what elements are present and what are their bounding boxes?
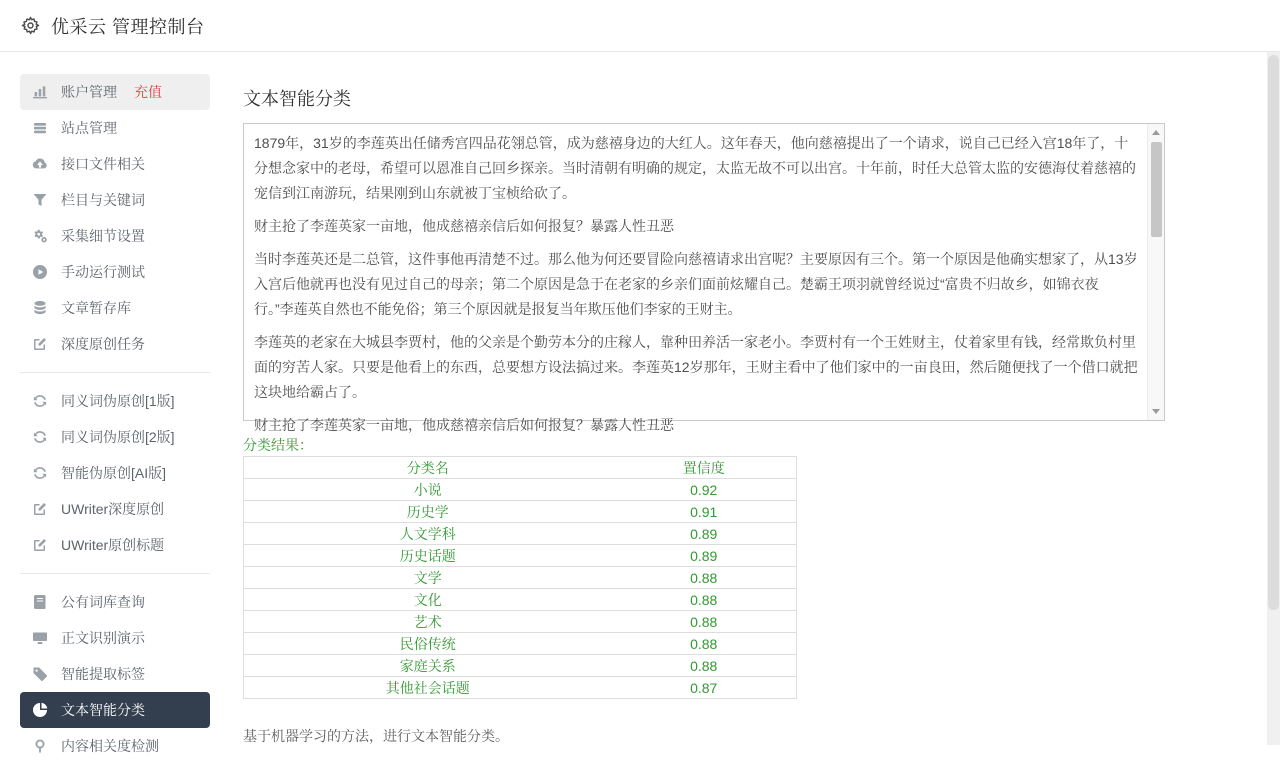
search-icon: [32, 738, 48, 754]
category-cell: 历史学: [244, 501, 612, 523]
sidebar-item-smart-tag-extract[interactable]: [20, 656, 210, 692]
refresh-icon: [32, 465, 48, 481]
recharge-badge[interactable]: 充值: [134, 84, 162, 100]
sidebar-item-article-staging[interactable]: [20, 290, 210, 326]
sidebar-item-label: 深度原创任务: [61, 336, 145, 352]
refresh-icon: [32, 429, 48, 445]
sidebar-item-interface-files[interactable]: [20, 146, 210, 182]
sidebar-item-label: 智能伪原创[AI版]: [61, 465, 167, 481]
column-header: 分类名: [244, 457, 612, 479]
sidebar-item-text-classification[interactable]: [20, 692, 210, 728]
sidebar-divider: [20, 372, 210, 373]
sidebar-item-deep-original-task[interactable]: [20, 326, 210, 362]
pie-chart-icon: [32, 702, 48, 718]
sidebar-item-label: 公有词库查询: [61, 594, 145, 610]
sidebar-item-label: UWriter深度原创: [61, 501, 165, 517]
refresh-icon: [32, 393, 48, 409]
sidebar-item-label: 接口文件相关: [61, 156, 145, 172]
sidebar-item-collection-settings[interactable]: [20, 218, 210, 254]
sidebar-item-account-management[interactable]: [20, 74, 210, 110]
scrollbar-up-arrow[interactable]: [1148, 124, 1164, 141]
gears-icon: [32, 228, 48, 244]
table-row: [244, 677, 797, 699]
textarea-scrollbar[interactable]: [1147, 124, 1164, 420]
sidebar-item-content-relevance-check[interactable]: [20, 728, 210, 764]
table-row: [244, 567, 797, 589]
app-header: [0, 0, 1280, 52]
table-row: [244, 545, 797, 567]
table-row: [244, 633, 797, 655]
category-cell: 文学: [244, 567, 612, 589]
tag-icon: [32, 666, 48, 682]
sidebar-item-site-management[interactable]: [20, 110, 210, 146]
category-cell: 民俗传统: [244, 633, 612, 655]
category-cell: 其他社会话题: [244, 677, 612, 699]
confidence-cell: 0.91: [611, 501, 796, 523]
sidebar-item-label: UWriter原创标题: [61, 537, 165, 553]
category-cell: 艺术: [244, 611, 612, 633]
edit-icon: [32, 537, 48, 553]
sidebar-item-synonym-rewrite-v1[interactable]: [20, 383, 210, 419]
column-header: 置信度: [611, 457, 796, 479]
edit-icon: [32, 501, 48, 517]
sidebar-item-label: 文章暂存库: [61, 300, 131, 316]
document-paragraph: 1879年，31岁的李莲英出任储秀宫四品花翎总管，成为慈禧身边的大红人。这年春天，他向慈禧提出了一个请求，说自己已经入宫18年了，十分想念家中的老母，希望可以恩准自己回乡探亲。当时清朝有明确的规定，太监无故不可以出宫。十年前，时任大总管太监的安德海仗着慈禧的宠信到江南游玩，结果刚到山东就被丁宝桢给砍了。: [254, 135, 1136, 201]
classification-table-body: [244, 479, 797, 699]
list-icon: [32, 120, 48, 136]
sidebar-item-label: 栏目与关键词: [61, 192, 145, 208]
confidence-cell: 0.92: [611, 479, 796, 501]
category-cell: 家庭关系: [244, 655, 612, 677]
table-row: [244, 589, 797, 611]
sidebar-item-label: 站点管理: [61, 120, 117, 136]
sidebar-item-label: 同义词伪原创[1版]: [61, 393, 175, 409]
main-content: [243, 0, 1165, 745]
sidebar-item-content-recognition-demo[interactable]: [20, 620, 210, 656]
book-icon: [32, 594, 48, 610]
results-label: 分类结果：: [243, 437, 313, 453]
app-title: 优采云 管理控制台: [51, 16, 205, 37]
cloud-upload-icon: [32, 156, 48, 172]
sidebar-divider: [20, 573, 210, 574]
table-row: [244, 523, 797, 545]
sidebar-item-columns-keywords[interactable]: [20, 182, 210, 218]
classification-table: [243, 456, 797, 699]
document-paragraph: 当时李莲英还是二总管，这件事他再清楚不过。那么他为何还要冒险向慈禧请求出宫呢？主要原因有三个。第一个原因是他确实想家了，从13岁入宫后他就再也没有见过自己的母亲；第二个原因是急于在老家的乡亲们面前炫耀自己。楚霸王项羽就曾经说过“富贵不归故乡，如锦衣夜行。”李莲英自然也不能免俗；第三个原因就是报复当年欺压他们李家的王财主。: [254, 251, 1138, 317]
confidence-cell: 0.87: [611, 677, 796, 699]
table-row: [244, 655, 797, 677]
document-paragraph: 财主抢了李莲英家一亩地，他成慈禧亲信后如何报复？暴露人性丑恶: [254, 218, 674, 234]
page-scrollbar-thumb[interactable]: [1268, 55, 1279, 610]
sidebar-item-label: 同义词伪原创[2版]: [61, 429, 175, 445]
sidebar-item-label: 正文识别演示: [61, 630, 145, 646]
page-scrollbar[interactable]: [1267, 0, 1280, 745]
confidence-cell: 0.89: [611, 523, 796, 545]
play-circle-icon: [32, 264, 48, 280]
sidebar-item-manual-run-test[interactable]: [20, 254, 210, 290]
category-cell: 人文学科: [244, 523, 612, 545]
filter-icon: [32, 192, 48, 208]
database-icon: [32, 300, 48, 316]
confidence-cell: 0.88: [611, 567, 796, 589]
page-title: 文本智能分类: [243, 89, 351, 109]
sidebar-item-label: 内容相关度检测: [61, 738, 159, 754]
category-cell: 小说: [244, 479, 612, 501]
confidence-cell: 0.89: [611, 545, 796, 567]
monitor-icon: [32, 630, 48, 646]
sidebar-item-label: 文本智能分类: [61, 702, 145, 718]
scrollbar-thumb[interactable]: [1151, 142, 1162, 237]
sidebar-item-synonym-rewrite-v2[interactable]: [20, 419, 210, 455]
sidebar-item-label: 采集细节设置: [61, 228, 145, 244]
category-cell: 文化: [244, 589, 612, 611]
confidence-cell: 0.88: [611, 611, 796, 633]
classification-table-header-row: [244, 457, 797, 479]
sidebar-item-uwriter-deep-original[interactable]: [20, 491, 210, 527]
edit-icon: [32, 336, 48, 352]
bar-chart-icon: [32, 84, 48, 100]
document-text: [244, 124, 1146, 433]
table-row: [244, 501, 797, 523]
sidebar-item-label: 手动运行测试: [61, 264, 145, 280]
sidebar: [20, 74, 210, 764]
gear-icon: [21, 16, 40, 35]
scrollbar-down-arrow[interactable]: [1148, 403, 1164, 420]
table-row: [244, 611, 797, 633]
table-row: [244, 479, 797, 501]
confidence-cell: 0.88: [611, 655, 796, 677]
sidebar-item-ai-rewrite[interactable]: [20, 455, 210, 491]
sidebar-item-label: 账户管理: [61, 84, 117, 100]
document-paragraph: 李莲英的老家在大城县李贾村，他的父亲是个勤劳本分的庄稼人，靠种田养活一家老小。李贾村有一个王姓财主，仗着家里有钱，经常欺负村里面的穷苦人家。只要是他看上的东西，总要想方设法搞过来。李莲英12岁那年，王财主看中了他们家中的一亩良田，然后随便找了一个借口就把这块地给霸占了。: [254, 334, 1138, 400]
sidebar-item-public-thesaurus-query[interactable]: [20, 584, 210, 620]
category-cell: 历史话题: [244, 545, 612, 567]
footnote: 基于机器学习的方法，进行文本智能分类。: [243, 728, 509, 744]
confidence-cell: 0.88: [611, 589, 796, 611]
document-textarea[interactable]: [243, 123, 1165, 433]
sidebar-item-label: 智能提取标签: [61, 666, 145, 682]
confidence-cell: 0.88: [611, 633, 796, 655]
sidebar-item-uwriter-original-title[interactable]: [20, 527, 210, 563]
document-paragraph: 财主抢了李莲英家一亩地，他成慈禧亲信后如何报复？暴露人性丑恶: [254, 417, 674, 433]
